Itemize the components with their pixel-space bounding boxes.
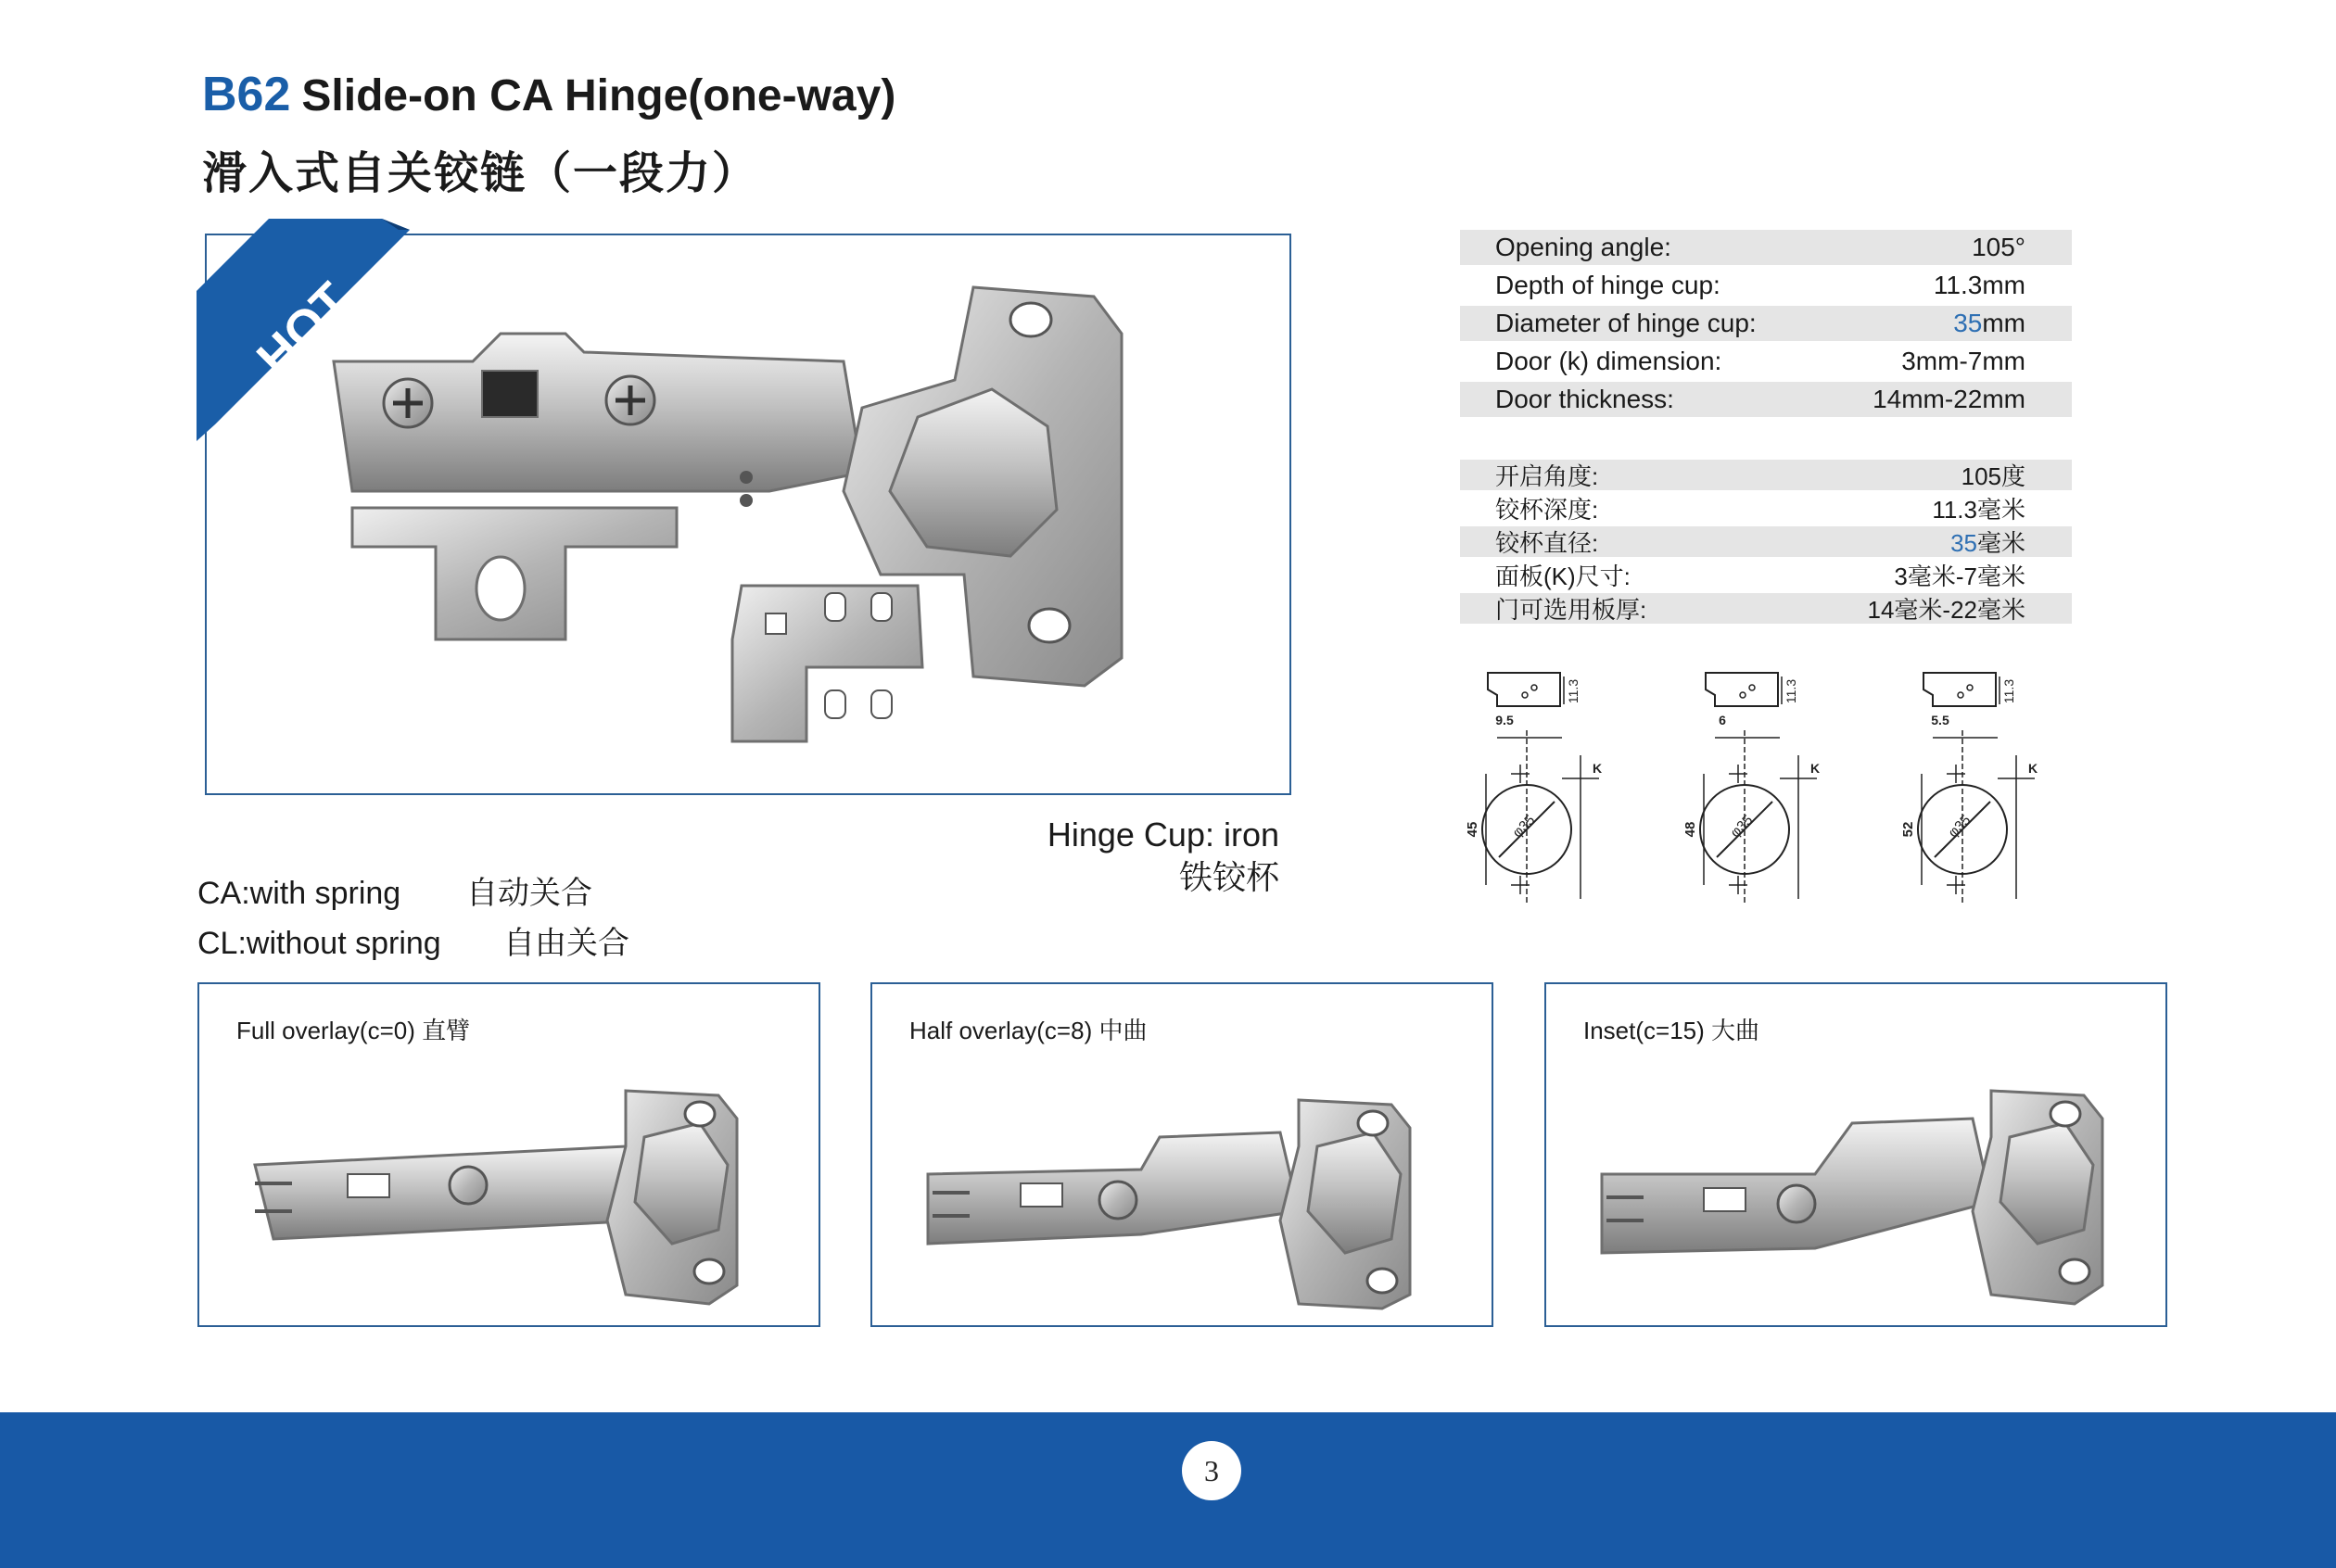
hinge-cup-note [1047, 814, 1279, 899]
spec-row [1460, 382, 2072, 417]
spec-value: 14毫米-22毫米 [1867, 596, 2025, 624]
variant-label: Full overlay(c=0) 直臂 [236, 1017, 471, 1044]
spec-label: Depth of hinge cup: [1495, 271, 1720, 299]
spec-value [1950, 525, 2025, 559]
spec-row [1460, 526, 2072, 557]
spec-label: 铰杯直径: [1495, 529, 1599, 557]
spec-value: 105度 [1961, 462, 2025, 490]
cup-diameter-label: φ35 [1945, 812, 1974, 841]
spec-row [1460, 268, 2072, 303]
spec-label: Door (k) dimension: [1495, 347, 1722, 375]
specs-table-cn [1460, 460, 2072, 626]
spec-value: 3毫米-7毫米 [1894, 563, 2025, 590]
spec-label: 面板(K)尺寸: [1495, 563, 1631, 590]
hot-badge-text: HOT [246, 272, 361, 386]
hinge-half-overlay-image [909, 1035, 1466, 1313]
edge-offset-label: 5.5 [1931, 713, 1949, 727]
drilling-diagram [1460, 667, 1645, 908]
spec-row [1460, 593, 2072, 624]
hinge-cup-cn: 铁铰杯 [1178, 858, 1279, 896]
hinge-inset-image [1583, 1035, 2139, 1313]
spec-label: 门可选用板厚: [1495, 596, 1647, 624]
variant-full-overlay [197, 982, 820, 1327]
cup-diameter-label: φ35 [1727, 812, 1757, 841]
drilling-diagram [1896, 667, 2081, 908]
footer-bar [0, 1412, 2336, 1568]
spec-value: 14mm-22mm [1873, 385, 2025, 413]
hinge-full-overlay-image [236, 1035, 793, 1313]
spec-row [1460, 230, 2072, 265]
spec-row [1460, 344, 2072, 379]
product-name-en: Slide-on CA Hinge(one-way) [301, 71, 896, 120]
hole-distance-label: 48 [1682, 821, 1698, 838]
variant-label: Half overlay(c=8) 中曲 [909, 1017, 1148, 1044]
spring-note-ca [197, 867, 592, 913]
door-k-label: K [1810, 761, 1821, 776]
spec-label: Diameter of hinge cup: [1495, 309, 1757, 337]
edge-offset-label: 6 [1719, 713, 1726, 727]
spec-value: 11.3毫米 [1932, 496, 2025, 524]
spec-value [1953, 309, 2025, 338]
spec-label: Door thickness: [1495, 385, 1674, 413]
spec-label: 开启角度: [1495, 462, 1599, 490]
door-k-label: K [2028, 761, 2038, 776]
hole-distance-label: 52 [1900, 821, 1916, 838]
drilling-diagram [1678, 667, 1863, 908]
variant-inset [1544, 982, 2167, 1327]
main-hinge-image [324, 269, 1159, 769]
spec-value-highlight: 35 [1950, 529, 1977, 557]
spec-row [1460, 306, 2072, 341]
edge-offset-label: 9.5 [1495, 713, 1514, 727]
spec-value: 3mm-7mm [1901, 347, 2025, 375]
spec-value: 105° [1972, 233, 2025, 261]
cup-depth-label: 11.3 [1566, 678, 1581, 704]
spring-note-cl-en: CL:without spring [197, 926, 441, 961]
spec-value-unit: mm [1982, 309, 2025, 337]
spring-note-ca-en: CA:with spring [197, 876, 401, 911]
variant-half-overlay [870, 982, 1493, 1327]
spring-note-ca-cn: 自动关合 [466, 876, 592, 911]
spec-label: Opening angle: [1495, 233, 1671, 261]
product-title [202, 67, 895, 122]
cup-depth-label: 11.3 [1784, 678, 1798, 704]
variant-label: Inset(c=15) 大曲 [1583, 1017, 1760, 1044]
door-k-label: K [1593, 761, 1603, 776]
spec-row [1460, 460, 2072, 490]
spring-note-cl [197, 917, 629, 963]
product-code: B62 [202, 68, 291, 121]
page-number: 3 [1182, 1441, 1241, 1500]
cup-depth-label: 11.3 [2001, 678, 2016, 704]
hinge-cup-en: Hinge Cup: iron [1047, 816, 1279, 854]
spring-note-cl-cn: 自由关合 [503, 926, 629, 961]
spec-row [1460, 560, 2072, 590]
spec-label: 铰杯深度: [1495, 496, 1599, 524]
specs-table-en [1460, 230, 2072, 420]
product-name-cn: 滑入式自关铰链（一段力） [202, 149, 759, 198]
cup-diameter-label: φ35 [1509, 812, 1539, 841]
spec-value: 11.3mm [1933, 271, 2025, 299]
spec-value-highlight: 35 [1953, 309, 1983, 337]
hole-distance-label: 45 [1465, 821, 1480, 838]
spec-value-unit: 毫米 [1976, 529, 2025, 557]
spec-row [1460, 493, 2072, 524]
